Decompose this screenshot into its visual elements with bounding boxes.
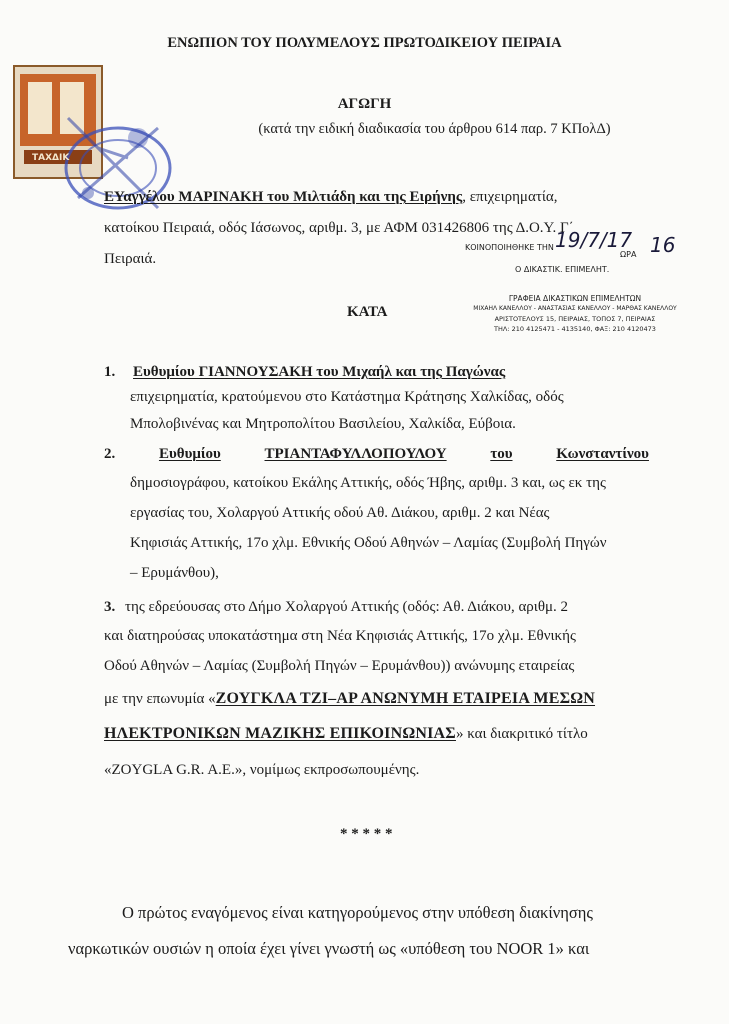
office-line-2: ΜΙΧΑΗΛ ΚΑΝΕΛΛΟΥ - ΑΝΑΣΤΑΣΙΑΣ ΚΑΝΕΛΛΟΥ - ΜΑΡΘΑΣ ΚΑΝΕΛΛΟΥ [473,305,677,312]
defendant-1-name: Ευθυμίου ΓΙΑΝΝΟΥΣΑΚΗ του Μιχαήλ και της Παγώνας [133,364,506,380]
defendant-2-name-part-2: ΤΡΙΑΝΤΑΦΥΛΛΟΠΟΥΛΟΥ [264,446,447,462]
document-subtitle: (κατά την ειδική διαδικασία του άρθρου 614 παρ. 7 ΚΠολΔ) [258,121,611,137]
company-name-prefix: με την επωνυμία « [104,691,216,707]
company-name-suffix: » και διακριτικό τίτλο [455,726,588,742]
defendant-2-number: 2. [104,446,116,462]
defendant-1-heading [104,364,505,381]
service-stamp-label: ΚΟΙΝΟΠΟΙΗΘΗΚΕ ΤΗΝ [465,243,554,252]
plaintiff-line-2: κατοίκου Πειραιά, οδός Ιάσωνος, αριθμ. 3, με ΑΦΜ 031426806 της Δ.Ο.Υ. Γ΄ [104,220,574,236]
plaintiff-line-3: Πειραιά. [104,251,157,267]
defendant-2-heading [104,446,649,463]
defendant-3-line-1 [104,599,568,616]
service-hour: 16 [650,233,676,257]
defendant-3-number: 3. [104,599,116,615]
service-hour-label: ΩΡΑ [620,250,637,259]
plaintiff-line-1 [104,189,558,206]
against-heading: ΚΑΤΑ [347,304,388,320]
defendant-1-line-2: Μπολοβινένας και Μητροπολίτου Βασιλείου, Χαλκίδα, Εύβοια. [130,416,516,432]
defendant-1-number: 1. [104,364,116,380]
defendant-3-line-2: και διατηρούσας υποκατάστημα στη Νέα Κηφισιάς Αττικής, 17ο χλμ. Εθνικής [104,628,576,644]
company-name-part-1: ΖΟΥΓΚΛΑ ΤΖΙ–ΑΡ ΑΝΩΝΥΜΗ ΕΤΑΙΡΕΙΑ ΜΕΣΩΝ [215,690,596,707]
defendant-3-line-3: Οδού Αθηνών – Λαμίας (Συμβολή Πηγών – Ερυμάνθου)) ανώνυμης εταιρείας [104,658,575,674]
body-line-1: Ο πρώτος εναγόμενος είναι κατηγορούμενος στην υπόθεση διακίνησης [122,903,593,922]
defendant-2-name-part-3: του [490,446,513,462]
defendant-2-line-3: Κηφισιάς Αττικής, 17ο χλμ. Εθνικής Οδού Αθηνών – Λαμίας (Συμβολή Πηγών [130,535,607,551]
section-separator: * * * * * [340,826,393,842]
service-date: 19/7/17 [555,228,633,252]
court-heading: ΕΝΩΠΙΟΝ ΤΟΥ ΠΟΛΥΜΕΛΟΥΣ ΠΡΩΤΟΔΙΚΕΙΟΥ ΠΕΙΡΑΙΑ [167,35,562,51]
body-line-2: ναρκωτικών ουσιών η οποία έχει γίνει γνωστή ως «υπόθεση του NOOR 1» και [68,939,590,958]
office-line-4: ΤΗΛ: 210 4125471 - 4135140, ΦΑΞ: 210 4120473 [494,325,656,333]
defendant-2-line-1: δημοσιογράφου, κατοίκου Εκάλης Αττικής, οδός Ήβης, αριθμ. 3 και, ως εκ της [130,475,606,491]
office-line-1: ΓΡΑΦΕΙΑ ΔΙΚΑΣΤΙΚΩΝ ΕΠΙΜΕΛΗΤΩΝ [508,294,642,303]
company-name-part-2: ΗΛΕΚΤΡΟΝΙΚΩΝ ΜΑΖΙΚΗΣ ΕΠΙΚΟΙΝΩΝΙΑΣ [104,725,456,742]
plaintiff-occupation: , επιχειρηματία, [462,189,558,205]
defendant-3-first: της εδρεύουσας στο Δήμο Χολαργού Αττικής (οδός: Αθ. Διάκου, αριθμ. 2 [125,599,569,615]
office-line-3: ΑΡΙΣΤΟΤΕΛΟΥΣ 15, ΠΕΙΡΑΙΑΣ, ΤΟΠΟΣ 7, ΠΕΙΡΑΙΑΣ [494,315,656,323]
defendant-3-company-line-2 [104,725,588,743]
bailiff-office-stamp [455,294,695,334]
bailiff-label: Ο ΔΙΚΑΣΤΙΚ. ΕΠΙΜΕΛΗΤ. [515,265,610,274]
defendant-3-tail: «ZOYGLA G.R. A.E.», νομίμως εκπροσωπουμένης. [104,762,420,778]
revenue-stamp-label: ΤΑΧΔΙΚ [32,153,70,163]
defendant-1-line-1: επιχειρηματία, κρατούμενου στο Κατάστημα Κράτησης Χαλκίδας, οδός [130,389,564,405]
defendant-2-line-4: – Ερυμάνθου), [130,565,219,581]
defendant-2-line-2: εργασίας του, Χολαργού Αττικής οδού Αθ. Διάκου, αριθμ. 2 και Νέας [130,505,550,521]
document-title: ΑΓΩΓΗ [337,96,392,112]
plaintiff-name: ΕΥαγγέλου ΜΑΡΙΝΑΚΗ του Μιλτιάδη και της Ειρήνης [104,189,463,205]
defendant-2-name-part-1: Ευθυμίου [158,446,221,462]
defendant-2-name-part-4: Κωνσταντίνου [556,446,649,462]
defendant-3-company-line-1 [104,690,595,708]
